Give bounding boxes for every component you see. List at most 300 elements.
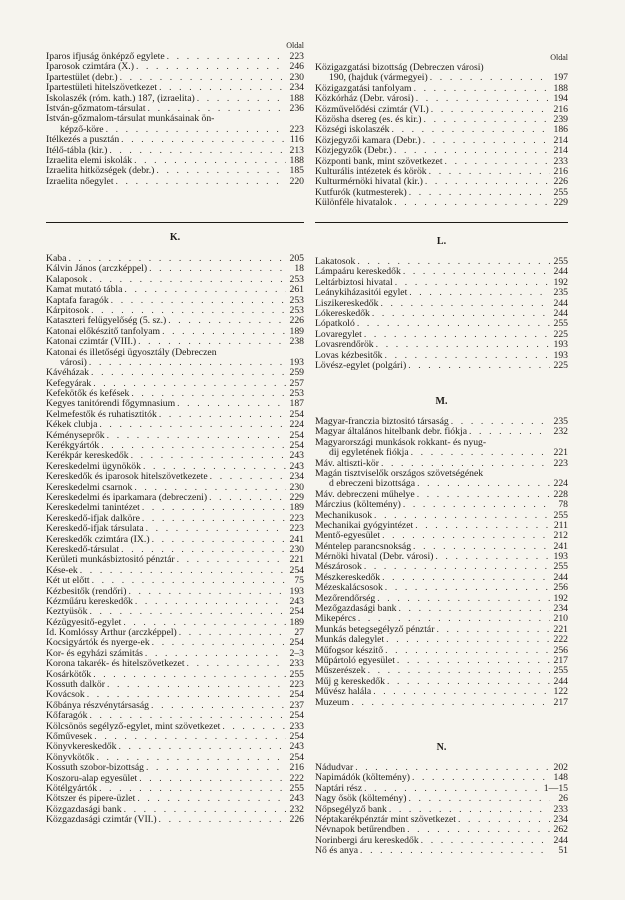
dot-leader (422, 115, 550, 125)
entry-label: Kereskedő-ifjak dalköre (46, 513, 140, 524)
dot-leader (385, 677, 550, 687)
entry-page-number: 229 (289, 492, 304, 503)
dot-leader (104, 125, 286, 135)
index-entry (46, 784, 304, 794)
index-entry (315, 531, 568, 541)
dot-leader (429, 105, 550, 115)
dot-leader (362, 330, 550, 340)
entry-label: Kézbesitők (rendőri) (46, 586, 127, 597)
dot-leader (449, 417, 550, 427)
index-entry (315, 763, 568, 773)
entry-label: Közgazdasági bank (46, 804, 122, 815)
index-entry (46, 420, 304, 430)
dot-leader (99, 441, 286, 451)
entry-label: Kéményseprők (46, 430, 105, 441)
index-entry (315, 288, 568, 298)
dot-leader (378, 299, 550, 309)
entry-label: Kossuth szobor-bizottság (46, 763, 145, 774)
dot-leader (117, 742, 287, 752)
dot-leader (107, 146, 286, 156)
entry-page-number: 255 (553, 510, 568, 521)
entry-page-number: 255 (289, 669, 304, 680)
dot-leader (97, 784, 286, 794)
entry-label: Kereskedők és iparosok hitelszövetkezete (46, 472, 208, 483)
index-entry (315, 511, 568, 521)
entry-page-number: 254 (289, 731, 304, 742)
entry-label: Kálvin János (arczképpel) (46, 264, 148, 275)
entry-page-number: 255 (553, 666, 568, 677)
dot-leader (411, 542, 550, 552)
entry-label: Iskolaszék (róm. kath.) 187, (izraelita) (46, 93, 195, 104)
entry-label: Kékek clubja (46, 420, 98, 431)
entry-page-number: 253 (289, 274, 304, 285)
index-entry (315, 625, 568, 635)
entry-page-number: 229 (553, 198, 568, 209)
entry-page-number: 243 (289, 596, 304, 607)
dot-leader (384, 635, 550, 645)
entry-page-number: 211 (553, 520, 568, 531)
entry-label: Közigazgatási tanfolyam (315, 83, 412, 94)
entry-label: Ipartestületi hitelszövetkezet (46, 83, 158, 94)
entry-page-number: 243 (289, 461, 304, 472)
entry-page-number: 221 (553, 448, 568, 459)
index-entry (46, 524, 304, 534)
entry-page-number: 233 (553, 156, 568, 167)
entry-label: István-gőzmalom-társulat munkásainak ön- (46, 114, 215, 125)
dot-leader (353, 763, 550, 773)
entry-label: Méntelep parancsnokság (315, 541, 412, 552)
entry-page-number: 254 (289, 565, 304, 576)
dot-leader (92, 732, 286, 742)
entry-page-number: 244 (553, 298, 568, 309)
entry-page-number: 244 (553, 308, 568, 319)
left-top-entries (46, 52, 304, 187)
index-entry (46, 535, 304, 545)
dot-leader (393, 278, 550, 288)
entry-label: Könyvkötők (46, 752, 95, 763)
index-entry (46, 649, 304, 659)
dot-leader (419, 836, 550, 846)
index-entry (315, 469, 568, 479)
entry-label: Közművelődési czimtár (VI.) (315, 104, 429, 115)
entry-page-number: 230 (289, 72, 304, 83)
dot-leader (94, 753, 286, 763)
index-entry (315, 594, 568, 604)
index-entry (46, 794, 304, 804)
entry-label: Közjegyzők (Debr.) (315, 146, 392, 157)
entry-label: Kölcsönös segélyző-egylet, mint szövetkezet (46, 721, 221, 732)
dot-leader (87, 358, 286, 368)
index-entry (46, 680, 304, 690)
dot-leader (185, 659, 286, 669)
entry-label: Magyar általános hitelbank debr. fiókja (315, 427, 467, 438)
dot-leader (401, 500, 550, 510)
dot-leader (119, 135, 286, 145)
entry-label: Muzeum (315, 697, 350, 708)
dot-leader (140, 514, 286, 524)
dot-leader (434, 625, 550, 635)
index-entry (46, 441, 304, 451)
dot-leader (105, 431, 286, 441)
entry-label: Nádudvar (315, 763, 354, 773)
dot-leader (78, 566, 286, 576)
index-entry (315, 698, 568, 708)
entry-label: Kerületi munkásbiztositó pénztár (46, 555, 175, 566)
entry-page-number: 254 (289, 711, 304, 722)
entry-page-number: 185 (289, 166, 304, 177)
entry-page-number: 221 (289, 555, 304, 566)
entry-label: Munkás dalegylet (315, 635, 385, 646)
entry-label: Közösha dsereg (es. és kir.) (315, 114, 422, 125)
index-entry (46, 763, 304, 773)
entry-page-number: 255 (553, 319, 568, 330)
entry-label: képző-köre (60, 124, 104, 135)
dot-leader (380, 573, 550, 583)
entry-page-number: 189 (289, 503, 304, 514)
right-n-entries (315, 763, 568, 857)
dot-leader (109, 296, 286, 306)
index-entry (315, 438, 568, 448)
entry-page-number: 232 (553, 427, 568, 438)
index-entry (315, 427, 568, 437)
entry-page-number: 228 (553, 489, 568, 500)
entry-label: Liszikereskedők (315, 298, 379, 309)
index-entry (46, 125, 304, 135)
entry-page-number: 235 (553, 288, 568, 299)
entry-page-number: 244 (553, 572, 568, 583)
entry-label: Közjegyzői kamara (Debr.) (315, 135, 421, 146)
entry-page-number: 254 (289, 441, 304, 452)
entry-page-number: 232 (289, 804, 304, 815)
dot-leader (412, 84, 550, 94)
dot-leader (415, 479, 550, 489)
entry-label: városi) (60, 357, 87, 368)
index-entry (315, 794, 568, 804)
entry-label: Korona takarék- és hitelszövetkezet (46, 659, 185, 670)
index-entry (46, 670, 304, 680)
entry-label: Kereskedelmi és iparkamara (debreczeni) (46, 492, 208, 503)
entry-label: Közigazgatási bizottság (Debreczen városi) (315, 63, 484, 73)
entry-page-number: 230 (289, 544, 304, 555)
dot-leader (207, 493, 286, 503)
entry-page-number: 148 (553, 773, 568, 784)
index-entry (315, 84, 568, 94)
entry-page-number: 254 (289, 752, 304, 763)
index-entry (315, 635, 568, 645)
index-entry (46, 587, 304, 597)
entry-label: Magán tisztviselők országos szövetségének (315, 468, 484, 479)
dot-leader (383, 646, 550, 656)
index-entry (46, 337, 304, 347)
entry-page-number: 27 (294, 628, 304, 639)
dot-leader (356, 614, 550, 624)
entry-label: Művész halála (315, 687, 372, 698)
entry-label: Mészárosok (315, 562, 362, 573)
index-entry (46, 545, 304, 555)
dot-leader (149, 701, 286, 711)
entry-label: Kaba (46, 254, 67, 264)
index-entry (46, 275, 304, 285)
entry-page-number: 223 (289, 52, 304, 62)
dot-leader (358, 846, 550, 856)
entry-label: Kutfurók (kutmesterek) (315, 187, 407, 198)
entry-page-number: 254 (289, 430, 304, 441)
entry-label: d ebreczeni bizottsága (329, 479, 416, 490)
index-entry (46, 156, 304, 166)
entry-page-number: 236 (289, 103, 304, 114)
entry-page-number: 214 (553, 146, 568, 157)
index-entry (315, 687, 568, 697)
entry-page-number: 221 (553, 624, 568, 635)
dot-leader (129, 451, 286, 461)
dot-leader (427, 167, 550, 177)
entry-label: Mészkereskedők (315, 572, 381, 583)
entry-label: Műfogsor készitő (315, 645, 384, 656)
dot-leader (407, 288, 550, 298)
entry-label: Itélkezés a pusztán (46, 135, 120, 146)
entry-label: Kossuth dalkör (46, 680, 105, 691)
entry-page-number: 217 (553, 697, 568, 708)
entry-label: Kötélgyártók (46, 783, 98, 794)
dot-leader (208, 472, 286, 482)
index-entry (315, 267, 568, 277)
entry-page-number: 122 (553, 687, 568, 698)
index-entry (46, 94, 304, 104)
dot-leader (456, 815, 550, 825)
entry-label: Műj g kereskedők (315, 676, 385, 687)
entry-label: Mezőgazdasági bank (315, 604, 397, 615)
entry-label: Kőművesek (46, 731, 93, 742)
entry-page-number: 253 (289, 295, 304, 306)
entry-page-number: 202 (553, 763, 568, 773)
entry-label: Magyarországi munkások rokkant- és nyug- (315, 437, 487, 448)
index-entry (46, 316, 304, 326)
entry-page-number: 216 (553, 104, 568, 115)
dot-leader (395, 656, 550, 666)
index-entry (46, 296, 304, 306)
index-entry (46, 358, 304, 368)
dot-leader (397, 604, 550, 614)
entry-page-number: 186 (553, 125, 568, 136)
dot-leader (362, 562, 550, 572)
entry-page-number: 234 (289, 83, 304, 94)
dot-leader (147, 264, 286, 274)
index-entry (46, 805, 304, 815)
entry-page-number: 216 (553, 166, 568, 177)
dot-leader (122, 285, 286, 295)
entry-page-number: 254 (289, 607, 304, 618)
index-entry (315, 825, 568, 835)
entry-page-number: 255 (289, 783, 304, 794)
index-entry (315, 73, 568, 83)
entry-label: Mézeskalácsosok (315, 583, 383, 594)
dot-leader (428, 73, 550, 83)
index-entry (315, 188, 568, 198)
entry-label: Máv. altiszti-kör (315, 458, 379, 469)
entry-label: 190, (hajduk (vármegyei) (329, 73, 428, 84)
index-entry (315, 490, 568, 500)
entry-page-number: 234 (289, 472, 304, 483)
entry-page-number: 237 (289, 700, 304, 711)
entry-label: Lókereskedők (315, 308, 370, 319)
entry-page-number: 213 (289, 145, 304, 156)
index-entry (315, 330, 568, 340)
entry-page-number: 193 (289, 357, 304, 368)
dot-leader (160, 327, 286, 337)
index-entry (315, 552, 568, 562)
dot-leader (371, 687, 550, 697)
index-entry (315, 125, 568, 135)
entry-page-number: 193 (289, 586, 304, 597)
index-entry (315, 583, 568, 593)
entry-label: Napimádók (költemény) (315, 773, 410, 784)
index-entry (46, 753, 304, 763)
index-entry (46, 73, 304, 83)
dot-leader (392, 146, 550, 156)
dot-leader (140, 503, 286, 513)
entry-page-number: 244 (553, 267, 568, 278)
entry-label: Keztyüsök (46, 607, 88, 618)
index-entry (315, 836, 568, 846)
entry-label: Ipartestület (debr.) (46, 72, 118, 83)
dot-leader (175, 555, 286, 565)
entry-label: Lövész-egylet (polgári) (315, 360, 407, 371)
entry-label: Katonai és illetőségi ügyosztály (Debreczen (46, 347, 217, 358)
entry-label: Kárpitosok (46, 305, 90, 316)
entry-page-number: 244 (553, 835, 568, 846)
dot-leader (134, 62, 286, 72)
dot-leader (349, 698, 550, 708)
entry-label: Iparosok czimtára (X.) (46, 62, 134, 73)
dot-leader (355, 319, 550, 329)
entry-page-number: 233 (289, 659, 304, 670)
dot-leader (133, 597, 286, 607)
index-entry (315, 846, 568, 856)
index-entry (315, 157, 568, 167)
entry-label: Kalaposok (46, 274, 88, 285)
entry-page-number: 255 (553, 187, 568, 198)
index-entry (46, 607, 304, 617)
entry-page-number: 75 (294, 576, 304, 587)
entry-page-number: 225 (553, 329, 568, 340)
index-entry (315, 614, 568, 624)
entry-label: Nagy ősök (költemény) (315, 794, 407, 805)
entry-page-number: 188 (289, 93, 304, 104)
index-entry (315, 417, 568, 427)
entry-page-number: 243 (289, 451, 304, 462)
dot-leader (121, 618, 286, 628)
entry-label: Műpártoló egyesület (315, 655, 395, 666)
index-entry (46, 815, 304, 825)
index-entry (46, 83, 304, 93)
index-entry (46, 732, 304, 742)
dot-leader (157, 410, 286, 420)
entry-label: Mikepércs (315, 614, 356, 625)
index-entry (46, 368, 304, 378)
entry-page-number: 197 (553, 73, 568, 84)
entry-page-number: 192 (553, 593, 568, 604)
index-entry (315, 448, 568, 458)
index-entry (46, 514, 304, 524)
entry-label: Kerékpár kereskedők (46, 451, 129, 462)
index-entry (46, 638, 304, 648)
index-entry (315, 784, 568, 794)
dot-leader (150, 535, 286, 545)
entry-label: Id. Komlóssy Arthur (arczképpel) (46, 628, 177, 639)
entry-page-number: 243 (289, 794, 304, 805)
entry-page-number: 51 (558, 846, 568, 857)
entry-page-number: 78 (558, 500, 568, 511)
index-entry (315, 167, 568, 177)
entry-page-number: 241 (289, 534, 304, 545)
index-entry (46, 462, 304, 472)
entry-page-number: 241 (553, 541, 568, 552)
index-entry (46, 104, 304, 114)
index-entry (46, 451, 304, 461)
index-entry (315, 805, 568, 815)
entry-label: Kőfaragók (46, 711, 88, 722)
dot-leader (165, 52, 286, 62)
dot-leader (362, 784, 544, 794)
entry-page-number: 205 (289, 254, 304, 264)
entry-page-number: 233 (553, 804, 568, 815)
dot-leader (372, 511, 550, 521)
entry-label: Kocsigyártók és nyerge-ek (46, 638, 150, 649)
dot-leader (87, 711, 286, 721)
index-entry (46, 62, 304, 72)
index-entry (46, 177, 304, 187)
entry-label: Néptakarékpénztár mint szövetkezet (315, 814, 456, 825)
dot-leader (157, 83, 286, 93)
dot-leader (87, 275, 286, 285)
dot-leader (146, 104, 286, 114)
section-letter-l: L. (436, 236, 447, 247)
entry-page-number: 253 (289, 305, 304, 316)
dot-leader (406, 361, 550, 371)
entry-page-number: 216 (289, 763, 304, 774)
dot-leader (387, 805, 550, 815)
entry-label: Izraelita elemi iskolák (46, 155, 133, 166)
index-entry (315, 198, 568, 208)
entry-page-number: 246 (289, 62, 304, 73)
index-entry (315, 646, 568, 656)
dot-leader (220, 722, 286, 732)
entry-page-number: 194 (553, 94, 568, 105)
entry-page-number: 223 (289, 680, 304, 691)
dot-leader (195, 94, 286, 104)
index-entry (315, 521, 568, 531)
index-entry (315, 562, 568, 572)
dot-leader (132, 156, 286, 166)
entry-page-number: 256 (553, 583, 568, 594)
dot-leader (154, 166, 286, 176)
dot-leader (85, 690, 286, 700)
entry-page-number: 214 (553, 135, 568, 146)
dot-leader (119, 545, 286, 555)
entry-page-number: 188 (553, 83, 568, 94)
index-entry (315, 278, 568, 288)
dot-leader (89, 368, 286, 378)
entry-label: Kerékgyártók (46, 441, 100, 452)
section-letter-k: K. (169, 232, 181, 243)
dot-leader (407, 188, 550, 198)
index-entry (315, 604, 568, 614)
index-entry (46, 555, 304, 565)
entry-page-number: 222 (553, 635, 568, 646)
index-entry (315, 309, 568, 319)
index-entry (315, 573, 568, 583)
entry-page-number: 243 (289, 742, 304, 753)
